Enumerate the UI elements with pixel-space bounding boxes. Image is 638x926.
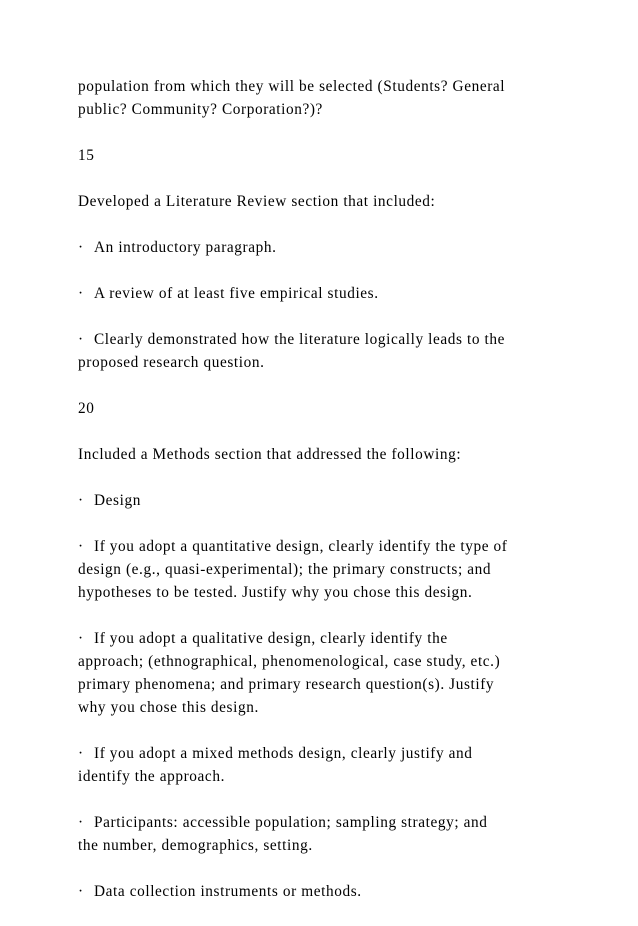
bullet-item [78, 236, 578, 259]
points-value [78, 397, 578, 420]
text-line [78, 236, 578, 259]
text-line [78, 328, 578, 351]
points-value [78, 144, 578, 167]
bullet-item [78, 282, 578, 305]
bullet-text: A review of at least five empirical studies. [94, 285, 379, 302]
text-line: approach; (ethnographical, phenomenological, case study, etc.) [78, 653, 501, 670]
bullet-marker: · [78, 745, 84, 762]
bullet-text: Clearly demonstrated how the literature logically leads to the [94, 331, 506, 348]
bullet-marker: · [78, 630, 84, 647]
text-line [78, 627, 578, 650]
text-line: design (e.g., quasi-experimental); the primary constructs; and [78, 561, 492, 578]
text-line [78, 742, 578, 765]
text-line: 20 [78, 400, 95, 417]
bullet-item [78, 811, 578, 857]
bullet-item [78, 489, 578, 512]
bullet-item [78, 880, 578, 903]
bullet-item [78, 742, 578, 788]
text-line: identify the approach. [78, 768, 225, 785]
text-line [78, 811, 578, 834]
paragraph-intro-continuation [78, 75, 578, 121]
text-line [78, 489, 578, 512]
bullet-item [78, 328, 578, 374]
bullet-text: If you adopt a mixed methods design, clearly justify and [94, 745, 473, 762]
text-line: primary phenomena; and primary research question(s). Justify [78, 676, 495, 693]
bullet-text: Participants: accessible population; sampling strategy; and [94, 814, 488, 831]
text-line: 15 [78, 147, 95, 164]
text-line [78, 880, 578, 903]
text-line: public? Community? Corporation?)? [78, 101, 323, 118]
document-body [78, 75, 578, 926]
bullet-item [78, 627, 578, 719]
text-line: hypotheses to be tested. Justify why you chose this design. [78, 584, 473, 601]
text-line: population from which they will be selected (Students? General [78, 78, 506, 95]
bullet-marker: · [78, 239, 84, 256]
text-line: why you chose this design. [78, 699, 259, 716]
bullet-marker: · [78, 492, 84, 509]
bullet-marker: · [78, 814, 84, 831]
bullet-marker: · [78, 883, 84, 900]
section-heading-literature-review [78, 190, 578, 213]
text-line: Included a Methods section that addressed the following: [78, 446, 462, 463]
section-heading-methods [78, 443, 578, 466]
text-line [78, 282, 578, 305]
bullet-text: If you adopt a quantitative design, clearly identify the type of [94, 538, 508, 555]
bullet-text: An introductory paragraph. [94, 239, 277, 256]
bullet-marker: · [78, 538, 84, 555]
bullet-text: Data collection instruments or methods. [94, 883, 362, 900]
text-line: Developed a Literature Review section that included: [78, 193, 436, 210]
bullet-marker: · [78, 285, 84, 302]
bullet-marker: · [78, 331, 84, 348]
text-line: proposed research question. [78, 354, 265, 371]
bullet-item [78, 535, 578, 604]
bullet-text: Design [94, 492, 141, 509]
text-line: the number, demographics, setting. [78, 837, 313, 854]
bullet-text: If you adopt a qualitative design, clearly identify the [94, 630, 448, 647]
text-line [78, 535, 578, 558]
